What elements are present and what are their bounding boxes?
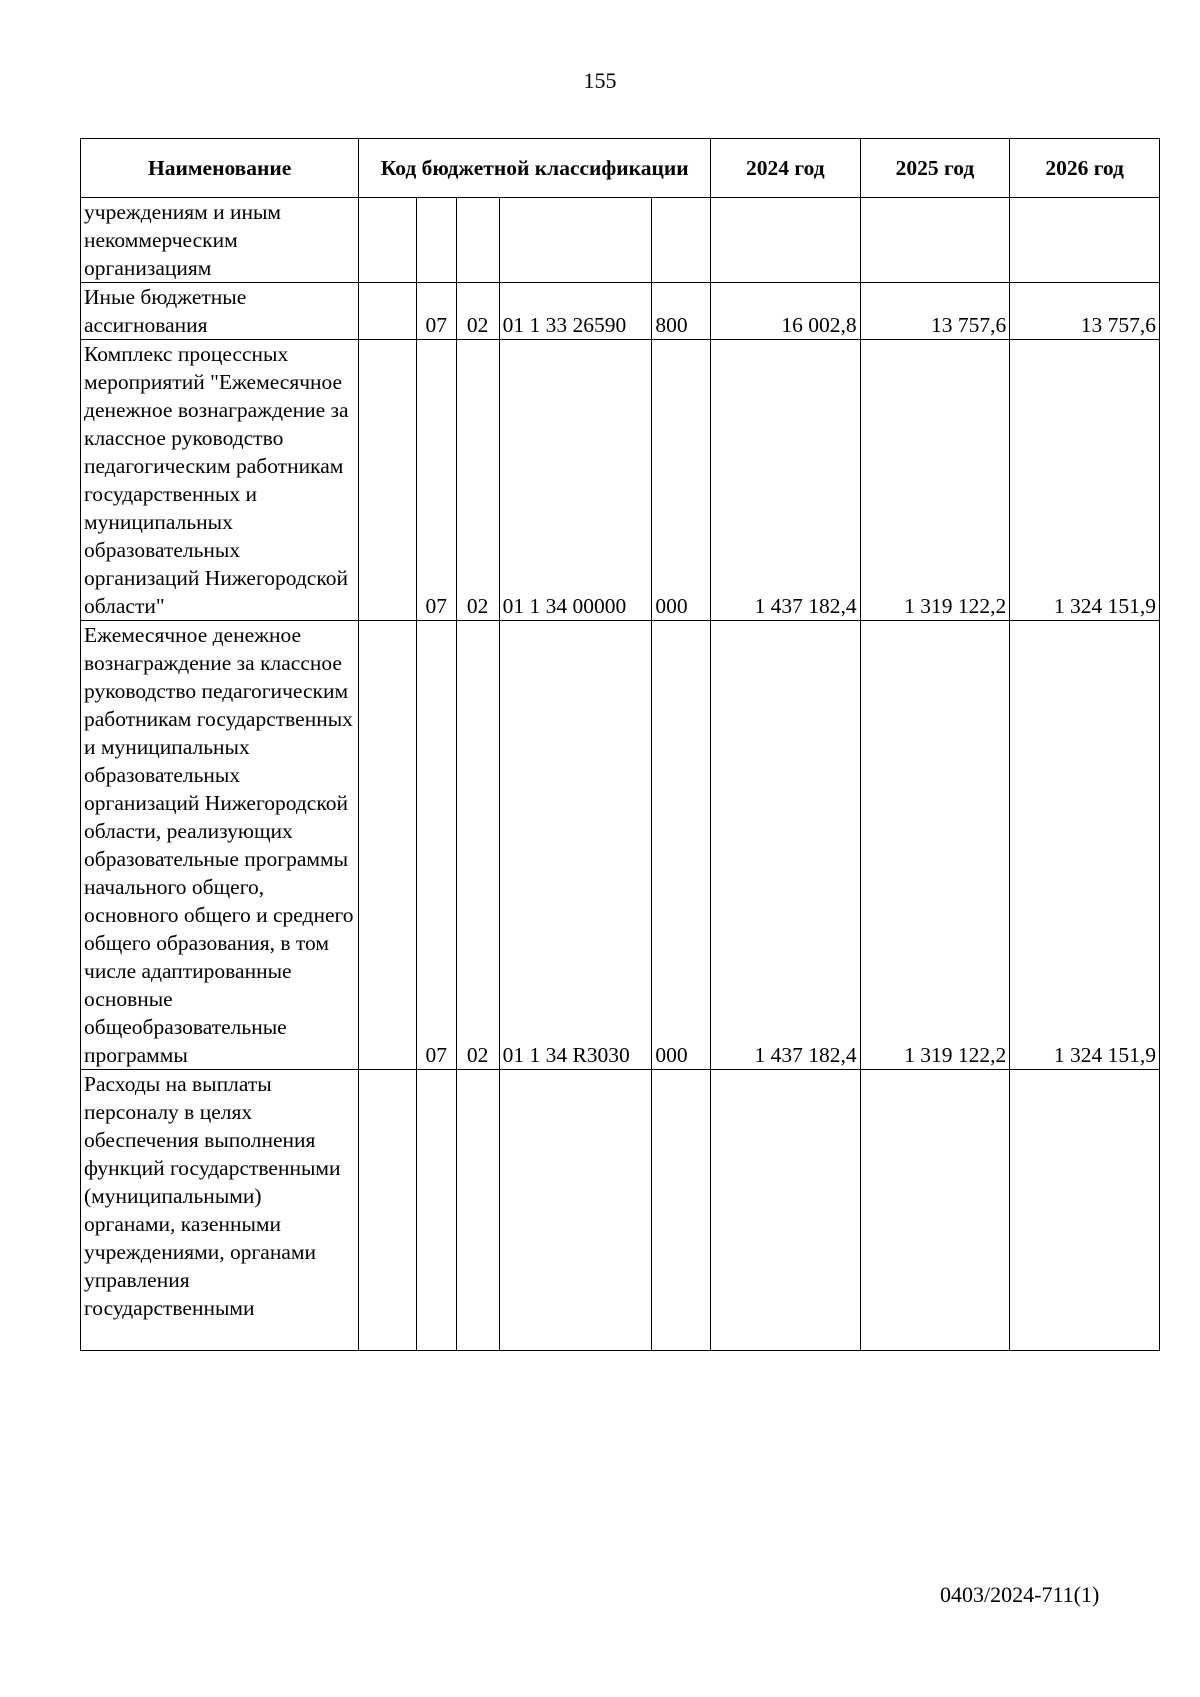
table-row xyxy=(81,340,1160,621)
row-code-expense-type xyxy=(652,1070,711,1351)
row-name: Иные бюджетные ассигнования xyxy=(81,283,359,340)
header-2024: 2024 год xyxy=(711,139,861,198)
row-value-2025: 13 757,6 xyxy=(860,283,1010,340)
row-value-2024 xyxy=(711,198,861,283)
table-row xyxy=(81,621,1160,1070)
header-2026: 2026 год xyxy=(1010,139,1160,198)
row-name: Расходы на выплаты персоналу в целях обеспечения выполнения функций государственными (муниципальными) органами, казенными учреждениями, органами управления государственными xyxy=(81,1070,359,1351)
row-code-target: 01 1 34 R3030 xyxy=(499,621,652,1070)
row-value-2026: 1 324 151,9 xyxy=(1010,621,1160,1070)
row-value-2026 xyxy=(1010,1070,1160,1351)
row-value-2024: 1 437 182,4 xyxy=(711,340,861,621)
row-code-1 xyxy=(359,1070,417,1351)
header-code: Код бюджетной классификации xyxy=(359,139,711,198)
budget-table xyxy=(80,138,1160,1351)
row-code-1 xyxy=(359,198,417,283)
row-code-expense-type: 000 xyxy=(652,621,711,1070)
row-code-subsection: 02 xyxy=(456,283,499,340)
table-header-row xyxy=(81,139,1160,198)
row-value-2025 xyxy=(860,1070,1010,1351)
header-name: Наименование xyxy=(81,139,359,198)
row-code-section: 07 xyxy=(416,340,456,621)
row-code-subsection xyxy=(456,1070,499,1351)
row-code-section xyxy=(416,1070,456,1351)
row-code-section: 07 xyxy=(416,283,456,340)
row-value-2024: 1 437 182,4 xyxy=(711,621,861,1070)
row-code-expense-type: 000 xyxy=(652,340,711,621)
row-code-1 xyxy=(359,621,417,1070)
row-code-1 xyxy=(359,340,417,621)
row-code-expense-type xyxy=(652,198,711,283)
document-code: 0403/2024-711(1) xyxy=(940,1582,1100,1607)
row-name: Ежемесячное денежное вознаграждение за классное руководство педагогическим работникам государственных и муниципальных образовательных организаций Нижегородской области, реализующих образовательные программы начального общего, основного общего и среднего общего образования, в том числе адаптированные основные общеобразовательные программы xyxy=(81,621,359,1070)
row-name: Комплекс процессных мероприятий "Ежемесячное денежное вознаграждение за классное руководство педагогическим работникам государственных и муниципальных образовательных организаций Нижегородской области" xyxy=(81,340,359,621)
row-value-2026 xyxy=(1010,198,1160,283)
header-2025: 2025 год xyxy=(860,139,1010,198)
table-row xyxy=(81,1070,1160,1351)
row-value-2024: 16 002,8 xyxy=(711,283,861,340)
table-row xyxy=(81,198,1160,283)
row-code-target: 01 1 34 00000 xyxy=(499,340,652,621)
row-value-2026: 13 757,6 xyxy=(1010,283,1160,340)
row-code-target xyxy=(499,198,652,283)
table-row xyxy=(81,283,1160,340)
row-value-2025: 1 319 122,2 xyxy=(860,621,1010,1070)
row-code-section xyxy=(416,198,456,283)
row-code-section: 07 xyxy=(416,621,456,1070)
row-code-target xyxy=(499,1070,652,1351)
row-code-1 xyxy=(359,283,417,340)
row-code-subsection: 02 xyxy=(456,621,499,1070)
page-number: 155 xyxy=(583,68,617,93)
row-code-subsection: 02 xyxy=(456,340,499,621)
row-value-2024 xyxy=(711,1070,861,1351)
row-code-subsection xyxy=(456,198,499,283)
row-name: учреждениям и иным некоммерческим организациям xyxy=(81,198,359,283)
row-code-expense-type: 800 xyxy=(652,283,711,340)
row-value-2026: 1 324 151,9 xyxy=(1010,340,1160,621)
row-code-target: 01 1 33 26590 xyxy=(499,283,652,340)
row-value-2025 xyxy=(860,198,1010,283)
row-value-2025: 1 319 122,2 xyxy=(860,340,1010,621)
